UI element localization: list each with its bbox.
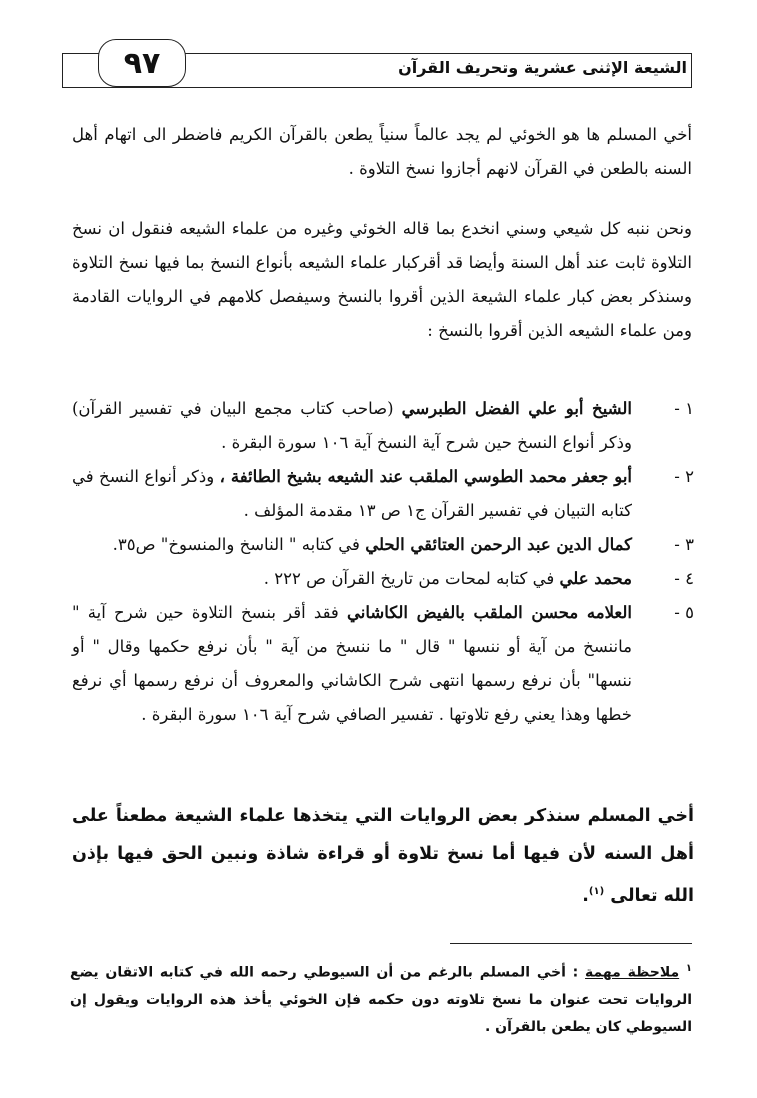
footnote-reference: (١) [588,886,605,897]
page-number-box [98,39,186,87]
paragraph-1: أخي المسلم ها هو الخوئي لم يجد عالماً سنياً يطعن بالقرآن الكريم فاضطر الى اتهام أهل السنه بالطعن في القرآن لانهم أجازوا نسخ التلاوة . [72,125,692,178]
list-text: في كتابه لمحات من تاريخ القرآن ص ٢٢٢ . [263,569,560,588]
header-rule-right [691,53,692,88]
list-item [72,562,694,596]
list-item [72,596,694,732]
scholars-list [72,392,694,732]
running-header-title: الشيعة الإثنى عشرية وتحريف القرآن [398,58,687,77]
page-number: ٩٧ [123,45,161,81]
list-number: ٤ - [674,569,694,588]
header-rule-left [62,53,63,88]
list-item [72,528,694,562]
paragraph-3-text: أخي المسلم سنذكر بعض الروايات التي يتخذها علماء الشيعة مطعناً على أهل السنه لأن فيها أما نسخ تلاوة أو قراءة شاذة ونبين الحق فيها بإذن الله تعالى [72,806,694,906]
list-number: ١ - [674,399,694,418]
footnote-text: : أخي المسلم بالرغم من أن السيوطي رحمه الله في كتابه الاتقان يضع الروايات تحت عنوان ما نسخ تلاوته دون حكمه فإن الخوئي يأخذ هذه الروايات ويقول إن السيوطي كان يطعن بالقرآن . [70,964,692,1035]
list-item [72,460,694,528]
list-number: ٥ - [674,603,694,622]
list-text: في كتابه " الناسخ والمنسوخ" ص٣٥. [112,535,366,554]
list-number: ٣ - [674,535,694,554]
footnote-marker: ١ [685,963,693,974]
paragraph-3-end: . [582,885,589,906]
list-number: ٢ - [674,467,694,486]
scholar-name: العلامه محسن الملقب بالفيض الكاشاني [347,603,632,622]
scholar-name: الشيخ أبو علي الفضل الطبرسي [401,399,632,418]
paragraph-3 [72,797,694,915]
scholar-name: محمد علي [559,569,632,588]
paragraph-2: ونحن ننبه كل شيعي وسني انخدع بما قاله الخوئي وغيره من علماء الشيعه فنقول ان نسخ التلاوة ثابت عند أهل السنة وأيضا قد أقركبار علماء الشيعه بأنواع النسخ بما فيها نسخ التلاوة وسنذكر بعض كبار علماء الشيعة الذين أقروا بالنسخ وسيفصل كلامهم في الروايات القادمة ومن علماء الشيعه الذين أقروا بالنسخ : [72,219,692,340]
footnote-label: ملاحظة مهمة [585,964,680,981]
list-text: فقد أقر بنسخ التلاوة حين شرح آية " ماننسخ من آية أو ننسها " قال " ما ننسخ من آية " بأن نرفع حكمها وقال " أو ننسها" بأن نرفع رسمها انتهى شرح الكاشاني والمعروف أن نرفع رسمها أي نرفع خطها وهذا يعني رفع تلاوتها . تفسير الصافي شرح آية ١٠٦ سورة البقرة . [72,603,632,724]
footnote-separator [450,943,692,944]
list-text: وذكر أنواع النسخ في كتابه التبيان في تفسير القرآن ج١ ص ١٣ مقدمة المؤلف . [72,467,632,520]
list-text: (صاحب كتاب مجمع البيان في تفسير القرآن) وذكر أنواع النسخ حين شرح آية النسخ آية ١٠٦ سورة البقرة . [72,399,632,452]
list-item [72,392,694,460]
header-rule-bottom [62,87,692,88]
scholar-name: كمال الدين عبد الرحمن العتائقي الحلي [365,535,632,554]
scholar-name: أبو جعفر محمد الطوسي الملقب عند الشيعه بشيخ الطائفة ، [219,467,632,486]
footnote [70,955,692,1041]
